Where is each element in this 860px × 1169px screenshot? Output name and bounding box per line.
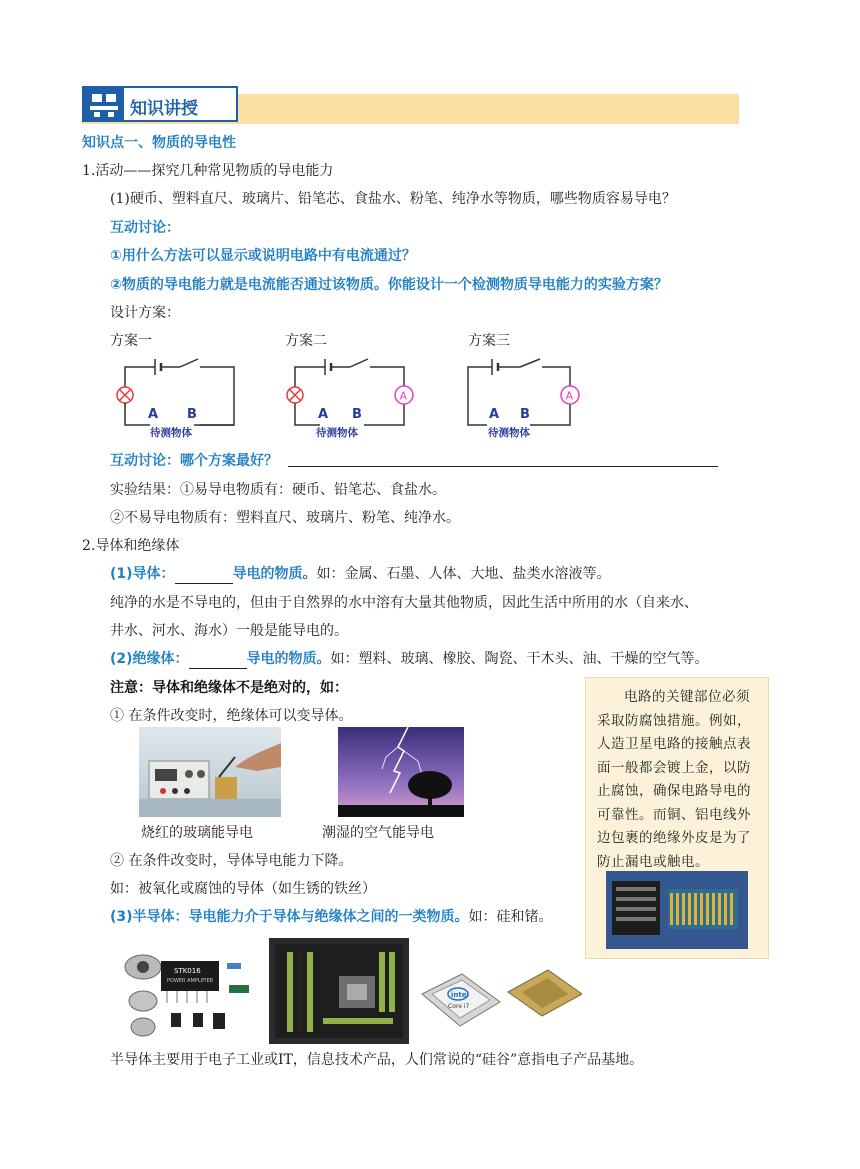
answer-blank[interactable] bbox=[288, 466, 718, 467]
terminal-a: A bbox=[148, 407, 159, 422]
water-note-1: 纯净的水是不导电的，但由于自然界的水中溶有大量其他物质，因此生活中所用的水（自来水、 bbox=[110, 595, 698, 611]
water-note-2: 井水、河水、海水）一般是能导电的。 bbox=[110, 623, 348, 639]
insulator-blank[interactable] bbox=[189, 650, 247, 669]
terminal-b: B bbox=[187, 407, 197, 422]
scheme-2-title: 方案二 bbox=[285, 333, 327, 349]
discussion-question-a: ①用什么方法可以显示或说明电路中有电流通过？ bbox=[110, 248, 416, 264]
conductor-blank[interactable] bbox=[175, 565, 233, 584]
insulator-definition bbox=[110, 650, 709, 669]
chip-model: Core i7 bbox=[448, 1003, 470, 1010]
terminal-a: A bbox=[489, 407, 500, 422]
semiconductor-examples: 如：硅和锗。 bbox=[468, 909, 553, 925]
caption-humid-air: 潮湿的空气能导电 bbox=[322, 825, 434, 841]
discussion-label: 互动讨论： bbox=[110, 220, 180, 236]
result-line-2: ②不易导电物质有：塑料直尺、玻璃片、粉笔、纯净水。 bbox=[110, 510, 460, 526]
activity-title: 1.活动——探究几种常见物质的导电能力 bbox=[82, 163, 334, 179]
semiconductor-definition bbox=[110, 908, 553, 926]
cpu-chips-photo bbox=[418, 966, 582, 1046]
note-point-2-example: 如：被氧化或腐蚀的导体（如生锈的铁丝） bbox=[110, 881, 376, 897]
conductor-label: (1)导体： bbox=[110, 566, 175, 582]
test-object-label: 待测物体 bbox=[316, 427, 358, 439]
caption-heated-glass: 烧红的玻璃能导电 bbox=[141, 825, 253, 841]
terminal-a: A bbox=[318, 407, 329, 422]
section-2-title: 2.导体和绝缘体 bbox=[82, 538, 180, 554]
ammeter-label: A bbox=[399, 389, 408, 403]
electronic-components-photo bbox=[117, 941, 263, 1041]
conductor-examples: 如：金属、石墨、人体、大地、盐类水溶液等。 bbox=[316, 566, 611, 582]
ammeter-label: A bbox=[565, 389, 574, 403]
circuit-diagram-1 bbox=[110, 355, 245, 440]
insulator-label: (2)绝缘体： bbox=[110, 651, 189, 667]
terminal-b: B bbox=[520, 407, 530, 422]
scheme-1-title: 方案一 bbox=[110, 333, 152, 349]
note-point-1: ① 在条件改变时，绝缘体可以变导体。 bbox=[110, 708, 353, 724]
test-object-label: 待测物体 bbox=[488, 427, 530, 439]
lightning-photo bbox=[338, 727, 464, 817]
test-object-label: 待测物体 bbox=[150, 427, 192, 439]
insulator-label-end: 导电的物质。 bbox=[246, 651, 331, 667]
conductor-definition bbox=[110, 565, 611, 584]
circuit-diagram-2 bbox=[280, 355, 415, 440]
discussion-best-scheme: 互动讨论：哪个方案最好？ bbox=[110, 453, 278, 469]
header-icon bbox=[84, 88, 124, 120]
header-title: 知识讲授 bbox=[130, 99, 198, 119]
heated-glass-photo bbox=[139, 727, 281, 817]
gold-contacts-photo bbox=[606, 871, 748, 949]
component-sublabel: POWER AMPLIFIER bbox=[167, 978, 214, 984]
question-1: (1)硬币、塑料直尺、玻璃片、铅笔芯、食盐水、粉笔、纯净水等物质，哪些物质容易导电？ bbox=[110, 191, 676, 207]
sidebar-note-text: 电路的关键部位必须采取防腐蚀措施。例如，人造卫星电路的接触点表面一般都会镀上金，以防止腐蚀，确保电路导电的可靠性。而铜、铝电线外边包裹的绝缘外皮是为了防止漏电或触电。 bbox=[597, 689, 751, 870]
semiconductor-label: (3)半导体：导电能力介于导体与绝缘体之间的一类物质。 bbox=[110, 909, 469, 925]
chip-brand: intel bbox=[451, 991, 469, 999]
terminal-b: B bbox=[352, 407, 362, 422]
conductor-label-end: 导电的物质。 bbox=[232, 566, 317, 582]
design-label: 设计方案： bbox=[110, 305, 180, 321]
discussion-question-b: ②物质的导电能力就是电流能否通过该物质。你能设计一个检测物质导电能力的实验方案？ bbox=[110, 277, 668, 293]
note-heading: 注意：导体和绝缘体不是绝对的，如： bbox=[110, 680, 348, 696]
component-label: STK016 bbox=[174, 967, 201, 975]
result-line-1: 实验结果：①易导电物质有：硬币、铅笔芯、食盐水。 bbox=[110, 482, 446, 498]
insulator-examples: 如：塑料、玻璃、橡胶、陶瓷、干木头、油、干燥的空气等。 bbox=[330, 651, 709, 667]
semiconductor-usage-note: 半导体主要用于电子工业或IT，信息技术产品，人们常说的“硅谷”意指电子产品基地。 bbox=[110, 1052, 644, 1068]
scheme-3-title: 方案三 bbox=[468, 333, 510, 349]
circuit-diagram-3 bbox=[462, 355, 597, 440]
note-point-2: ② 在条件改变时，导体导电能力下降。 bbox=[110, 853, 353, 869]
motherboard-photo bbox=[269, 938, 409, 1044]
section-heading: 知识点一、物质的导电性 bbox=[82, 135, 236, 151]
